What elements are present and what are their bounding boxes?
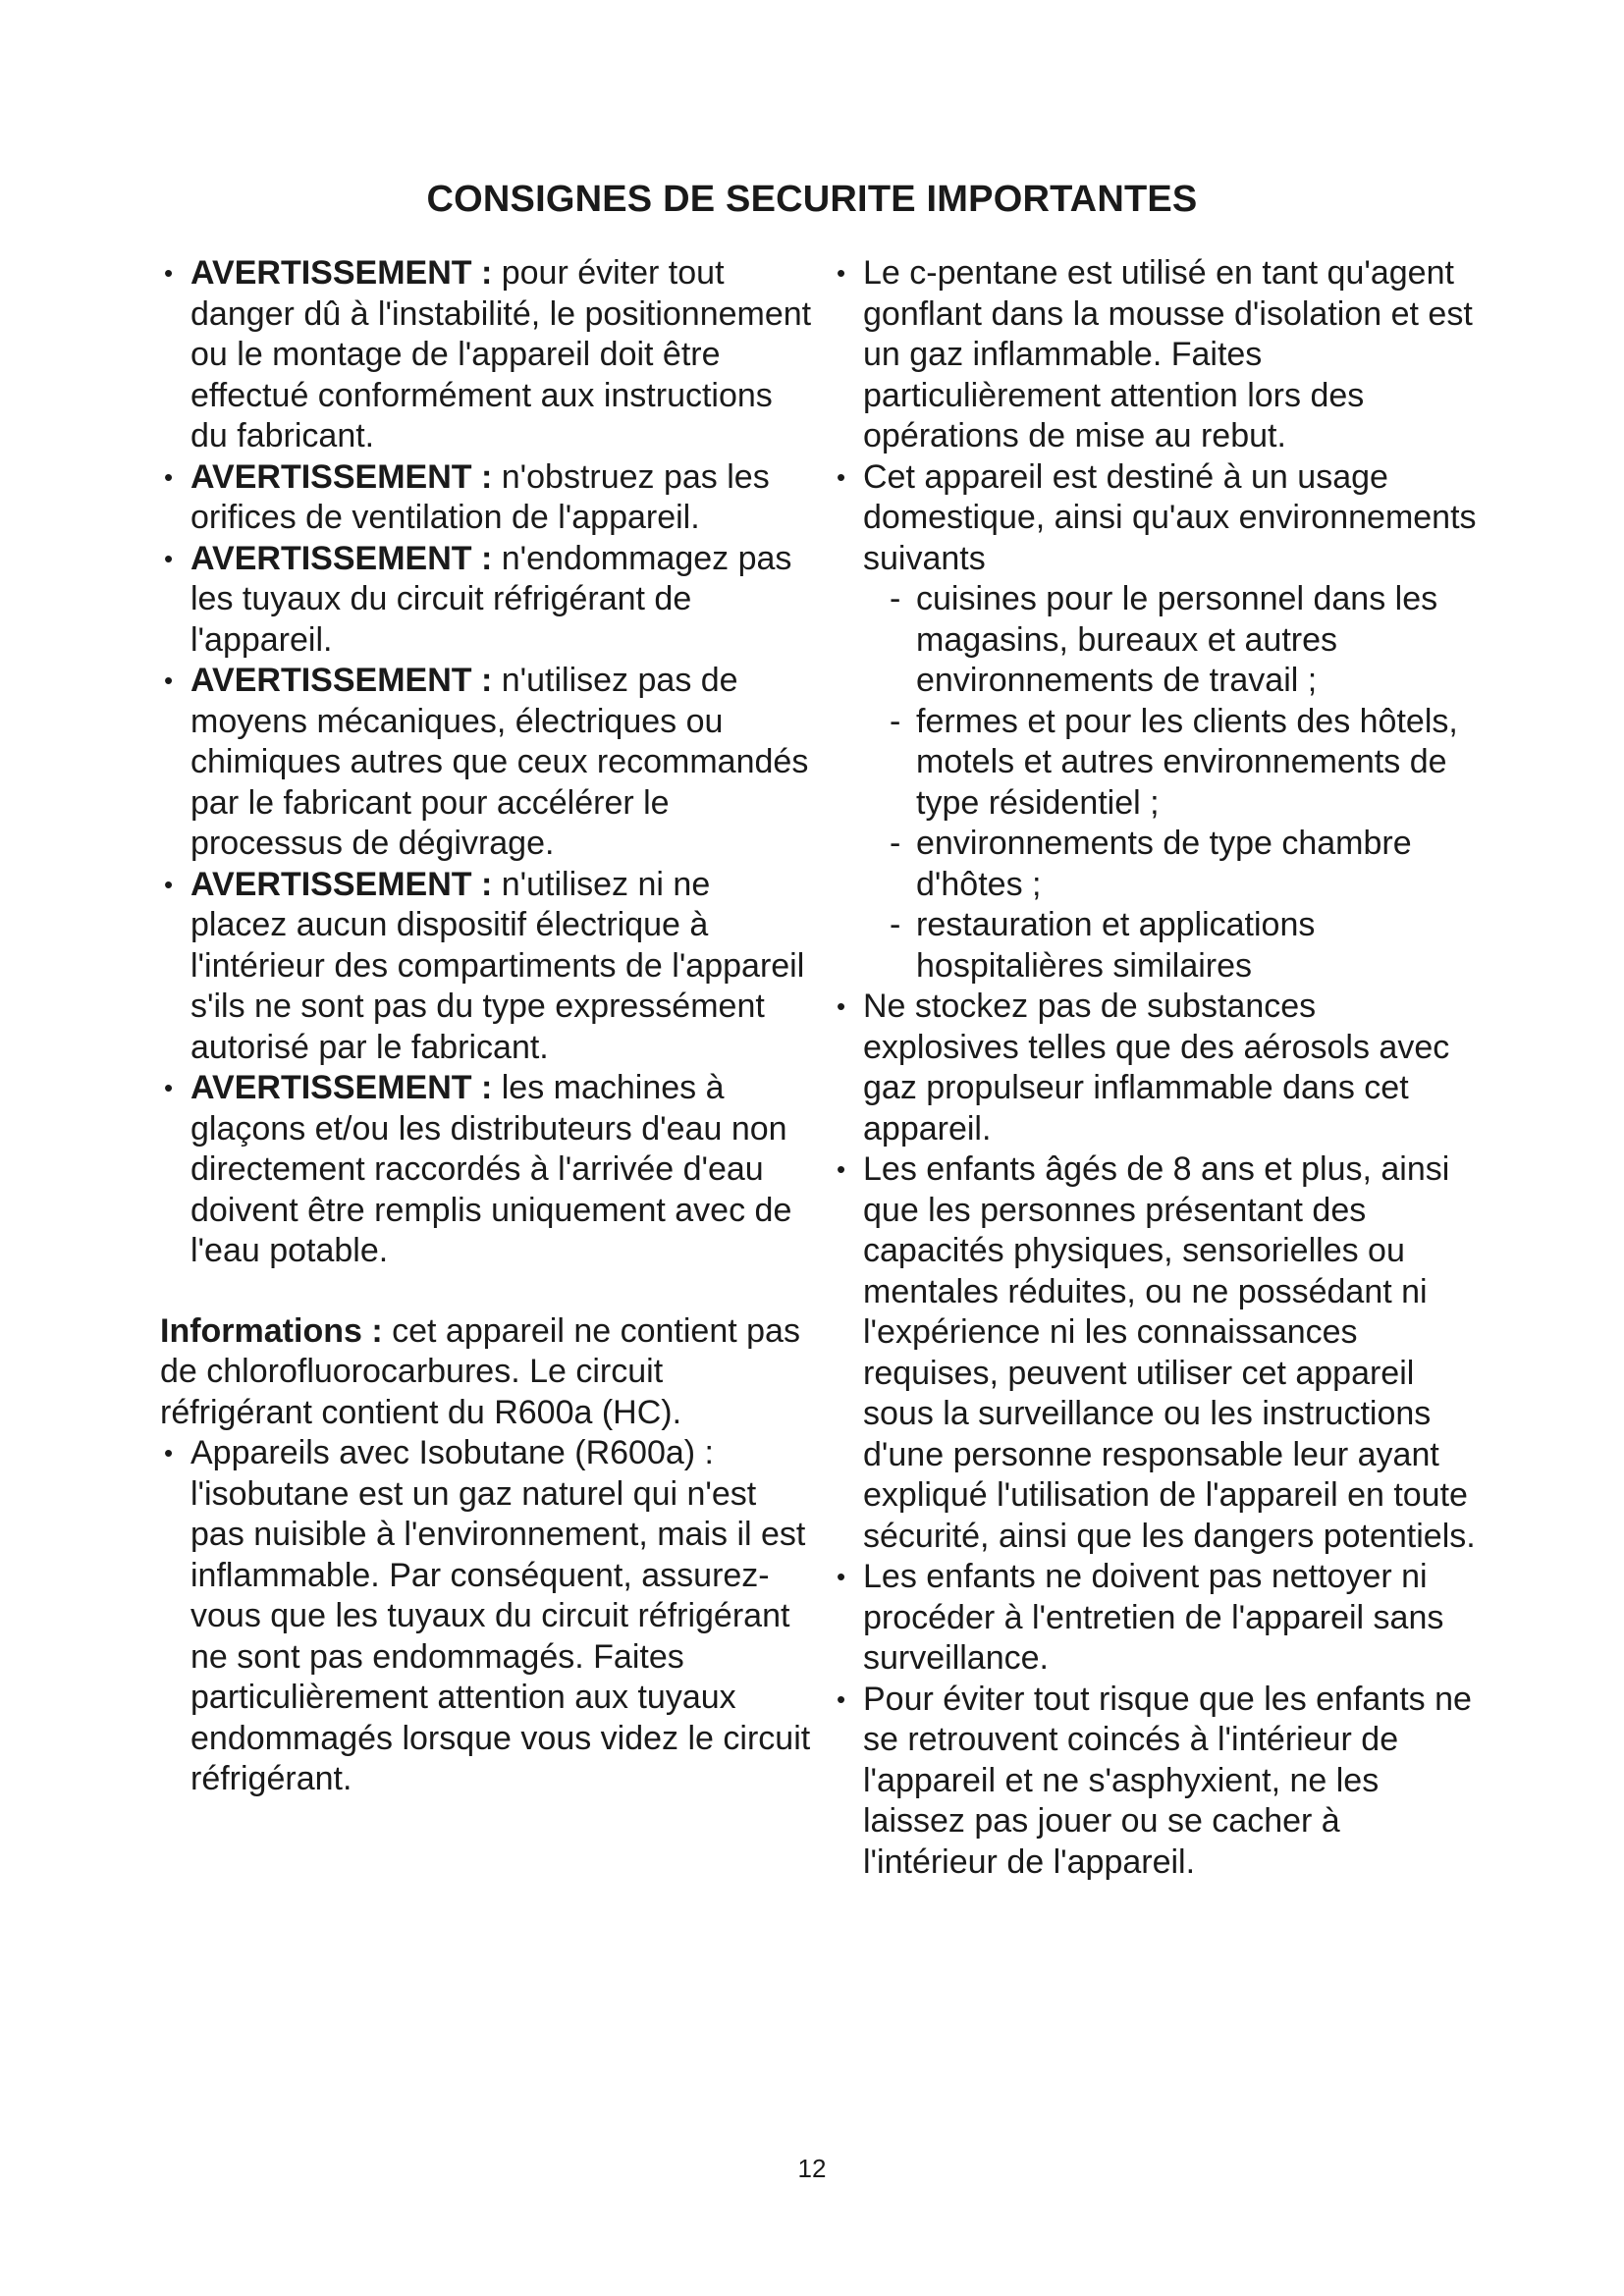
warning-label: AVERTISSEMENT :: [190, 662, 493, 699]
domestic-use-text: Cet appareil est destiné à un usage domestique, ainsi qu'aux environnements suivants: [863, 457, 1477, 577]
children-use-item: • Les enfants âgés de 8 ans et plus, ainsi que les personnes présentant des capacités physiques, sensorielles ou mentales réduites, ou ne possédant ni l'expérience ni les connaissances requises, peuvent utiliser cet appareil sous la surveillance ou les instructions d'une personne responsable leur ayant expliqué l'utilisation de l'appareil en toute sécurité, ainsi que les dangers potentiels.: [833, 1149, 1481, 1557]
explosives-item: • Ne stockez pas de substances explosives telles que des aérosols avec gaz propulseur inflammable dans cet appareil.: [833, 987, 1481, 1149]
warning-label: AVERTISSEMENT :: [190, 457, 493, 496]
children-trapped-item: • Pour éviter tout risque que les enfants ne se retrouvent coincés à l'intérieur de l'appareil et ne s'asphyxient, ne les laissez pas jouer ou se cacher à l'intérieur de l'appareil.: [833, 1680, 1481, 1884]
environment-list: [863, 579, 1481, 987]
warning-text: n'utilisez pas de moyens mécaniques, électriques ou chimiques autres que ceux recommandés par le fabricant pour accélérer le processus de dégivrage.: [190, 662, 809, 862]
warning-item: [160, 865, 813, 1069]
warning-text: n'endommagez pas les tuyaux du circuit réfrigérant de l'appareil.: [190, 539, 792, 659]
information-text: cet appareil ne contient pas de chlorofluorocarbures. Le circuit réfrigérant contient du R600a (HC).: [160, 1311, 800, 1431]
warning-label: AVERTISSEMENT :: [190, 865, 493, 903]
warning-list: [160, 253, 813, 1272]
environment-item: - cuisines pour le personnel dans les magasins, bureaux et autres environnements de travail ;: [863, 579, 1481, 702]
warning-label: AVERTISSEMENT :: [190, 539, 493, 577]
cpentane-item: • Le c-pentane est utilisé en tant qu'agent gonflant dans la mousse d'isolation et est un gaz inflammable. Faites particulièrement attention lors des opérations de mise au rebut.: [833, 253, 1481, 457]
information-label: Informations :: [160, 1311, 383, 1350]
information-list: [160, 1433, 813, 1800]
environment-item: - fermes et pour les clients des hôtels, motels et autres environnements de type résidentiel ;: [863, 702, 1481, 825]
page-title: CONSIGNES DE SECURITE IMPORTANTES: [426, 179, 1198, 220]
isobutane-item: • Appareils avec Isobutane (R600a) : l'isobutane est un gaz naturel qui n'est pas nuisible à l'environnement, mais il est inflammable. Par conséquent, assurez-vous que les tuyaux du circuit réfrigérant ne sont pas endommagés. Faites particulièrement attention aux tuyaux endommagés lorsque vous videz le circuit réfrigérant.: [160, 1433, 813, 1800]
warning-text: n'utilisez ni ne placez aucun dispositif électrique à l'intérieur des compartiments de l'appareil s'ils ne sont pas du type expressément autorisé par le fabricant.: [190, 865, 805, 1066]
environment-item: - restauration et applications hospitalières similaires: [863, 905, 1481, 987]
domestic-use-item: [833, 457, 1481, 988]
children-cleaning-item: • Les enfants ne doivent pas nettoyer ni procéder à l'entretien de l'appareil sans surveillance.: [833, 1557, 1481, 1680]
warning-text: pour éviter tout danger dû à l'instabilité, le positionnement ou le montage de l'appareil doit être effectué conformément aux instructions du fabricant.: [190, 254, 812, 454]
right-column: [833, 253, 1481, 1883]
warning-text: n'obstruez pas les orifices de ventilation de l'appareil.: [190, 457, 770, 536]
warning-text: les machines à glaçons et/ou les distributeurs d'eau non directement raccordés à l'arrivée d'eau doivent être remplis uniquement avec de l'eau potable.: [190, 1069, 792, 1269]
warning-item: [160, 457, 813, 539]
warning-item: [160, 1068, 813, 1272]
warning-label: AVERTISSEMENT :: [190, 254, 493, 292]
warning-item: [160, 661, 813, 865]
page-number: 12: [797, 2154, 827, 2183]
information-paragraph: [160, 1311, 813, 1434]
warning-item: [160, 539, 813, 662]
environment-item: - environnements de type chambre d'hôtes ;: [863, 824, 1481, 905]
information-section: [160, 1311, 813, 1800]
safety-list: [833, 253, 1481, 1883]
left-column: [160, 253, 813, 1800]
warning-item: [160, 253, 813, 457]
warning-label: AVERTISSEMENT :: [190, 1069, 493, 1106]
